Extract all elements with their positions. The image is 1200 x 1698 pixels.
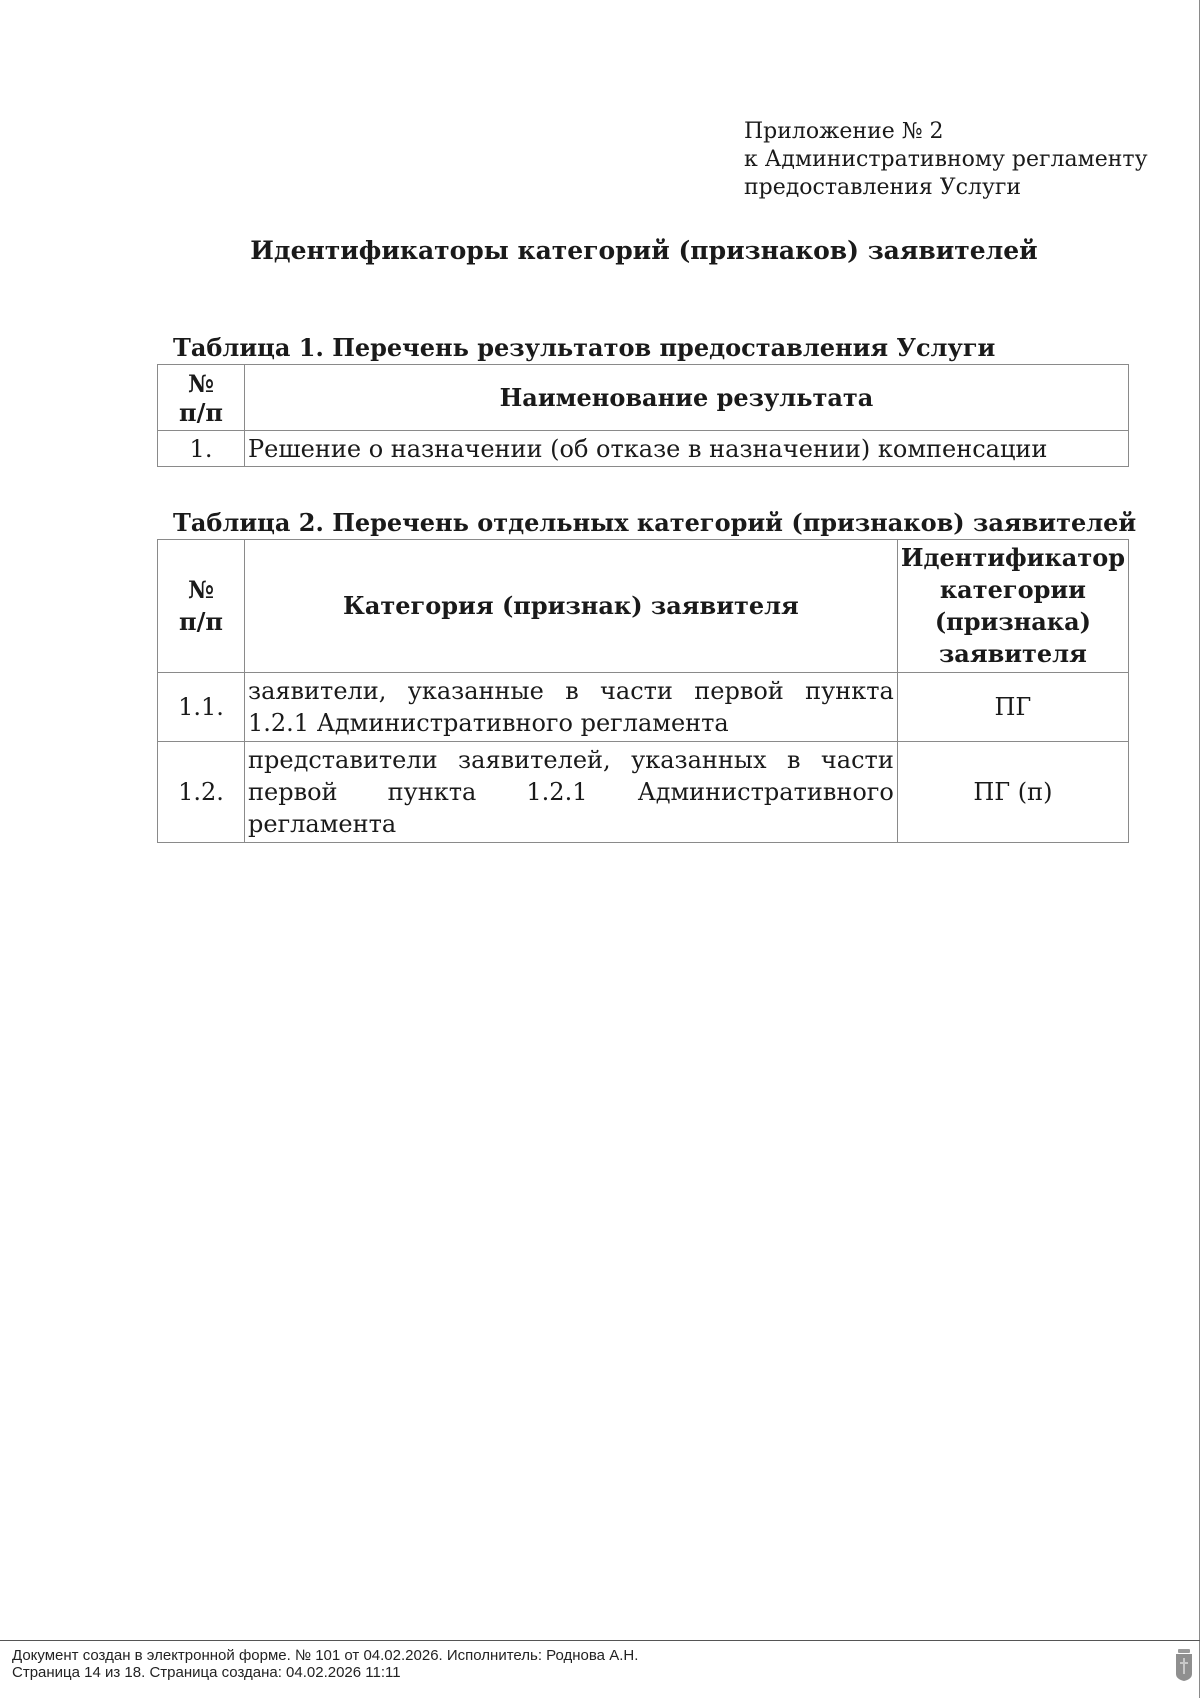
header-num (158, 365, 245, 431)
header-num-line1: № (187, 575, 215, 604)
table-row (158, 742, 1129, 843)
table2-caption: Таблица 2. Перечень отдельных категорий (признаков) заявителей (173, 508, 1137, 537)
header-identifier (897, 540, 1128, 673)
appendix-note (744, 118, 1148, 202)
table-header-row (158, 540, 1129, 673)
document-title: Идентификаторы категорий (признаков) заявителей (250, 236, 1038, 265)
header-num-line2: п/п (179, 607, 223, 636)
row-category: заявители, указанные в части первой пункта 1.2.1 Административного регламента (245, 673, 898, 742)
table-row (158, 673, 1129, 742)
appendix-line-2: к Административному регламенту (744, 147, 1148, 172)
appendix-line-3: предоставления Услуги (744, 175, 1022, 200)
table1-caption: Таблица 1. Перечень результатов предоставления Услуги (173, 333, 996, 362)
footer-line-1: Документ создан в электронной форме. № 101 от 04.02.2026. Исполнитель: Роднова А.Н. (12, 1647, 639, 1664)
header-id-line2: категории (939, 575, 1086, 604)
row-identifier: ПГ (897, 673, 1128, 742)
results-table (157, 364, 1129, 467)
header-num-line1: № (187, 368, 215, 398)
row-identifier: ПГ (п) (897, 742, 1128, 843)
appendix-line-1: Приложение № 2 (744, 119, 944, 144)
row-num: 1.2. (158, 742, 245, 843)
footer-divider (0, 1640, 1200, 1641)
header-num (158, 540, 245, 673)
row-result-name: Решение о назначении (об отказе в назначении) компенсации (245, 431, 1129, 467)
table-row (158, 431, 1129, 467)
table-header-row (158, 365, 1129, 431)
header-id-line1: Идентификатор (900, 543, 1125, 572)
footer-line-2: Страница 14 из 18. Страница создана: 04.02.2026 11:11 (12, 1664, 401, 1681)
row-num: 1. (158, 431, 245, 467)
header-id-line3: (признака) (934, 607, 1091, 636)
footer (12, 1647, 638, 1681)
row-category: представители заявителей, указанных в части первой пункта 1.2.1 Административного регламента (245, 742, 898, 843)
categories-table (157, 539, 1129, 843)
header-result-name: Наименование результата (245, 365, 1129, 431)
header-category: Категория (признак) заявителя (245, 540, 898, 673)
header-id-line4: заявителя (938, 639, 1087, 668)
header-num-line2: п/п (179, 397, 223, 427)
coat-of-arms-icon (1174, 1648, 1194, 1682)
row-num: 1.1. (158, 673, 245, 742)
